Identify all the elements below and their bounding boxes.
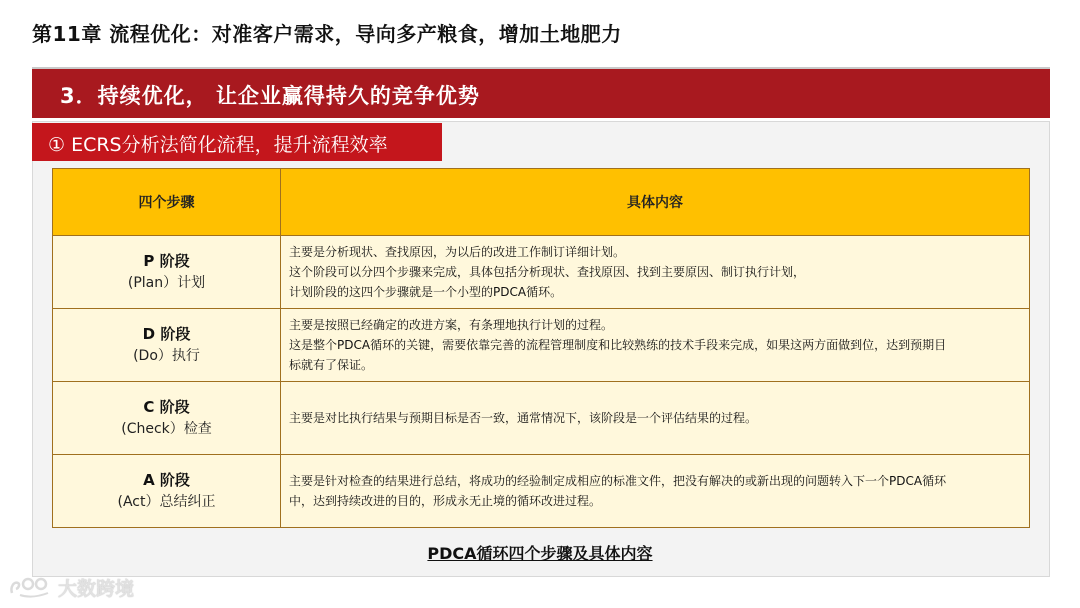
- step-name: D 阶段: [142, 325, 191, 343]
- logo-icon: [8, 575, 54, 599]
- watermark-text: 大数跨境: [58, 577, 135, 600]
- watermark: [8, 573, 134, 601]
- subsection-tab: [32, 123, 442, 161]
- step-cell: [53, 382, 281, 455]
- step-cell: [53, 236, 281, 309]
- table-row: [53, 455, 1030, 528]
- table-row: [53, 382, 1030, 455]
- content-line: 主要是按照已经确定的改进方案，有条理地执行计划的过程。: [289, 318, 614, 332]
- table-caption-wrap: [0, 541, 1080, 564]
- section-banner: [32, 67, 1050, 118]
- table-header-row: [53, 169, 1030, 236]
- step-cell: [53, 455, 281, 528]
- step-subtitle: (Plan）计划: [127, 275, 206, 291]
- content-cell: [281, 382, 1030, 455]
- content-line: 这是整个PDCA循环的关键，需要依靠完善的流程管理制度和比较熟练的技术手段来完成，如果这两方面做到位，达到预期目: [289, 338, 947, 352]
- content-line: 主要是针对检查的结果进行总结，将成功的经验制定成相应的标准文件，把没有解决的或新出现的问题转入下一个PDCA循环: [289, 474, 947, 488]
- step-cell: [53, 309, 281, 382]
- content-line: 主要是分析现状、查找原因，为以后的改进工作制订详细计划。: [289, 245, 626, 259]
- step-name: A 阶段: [143, 471, 190, 489]
- content-line: 这个阶段可以分四个步骤来完成，具体包括分析现状、查找原因、找到主要原因、制订执行计划，: [289, 265, 806, 279]
- table-header-content: 具体内容: [281, 169, 1030, 236]
- table-row: [53, 236, 1030, 309]
- content-line: 中，达到持续改进的目的，形成永无止境的循环改进过程。: [289, 494, 602, 508]
- step-name: P 阶段: [143, 252, 190, 270]
- subsection-title: ① ECRS分析法简化流程，提升流程效率: [48, 134, 388, 156]
- step-subtitle: (Do）执行: [133, 348, 200, 364]
- pdca-table: [52, 168, 1030, 528]
- step-subtitle: (Check）检查: [121, 421, 212, 437]
- content-cell: [281, 455, 1030, 528]
- chapter-title: 第11章 流程优化：对准客户需求，导向多产粮食，增加土地肥力: [32, 22, 622, 46]
- table-caption: PDCA循环四个步骤及具体内容: [427, 544, 653, 563]
- content-line: 标就有了保证。: [289, 358, 374, 372]
- content-line: 主要是对比执行结果与预期目标是否一致，通常情况下，该阶段是一个评估结果的过程。: [289, 411, 758, 425]
- section-title: 3．持续优化， 让企业赢得持久的竞争优势: [60, 84, 480, 108]
- step-subtitle: (Act）总结纠正: [117, 494, 216, 510]
- table-row: [53, 309, 1030, 382]
- step-name: C 阶段: [143, 398, 190, 416]
- content-cell: [281, 309, 1030, 382]
- table-header-steps: 四个步骤: [53, 169, 281, 236]
- content-line: 计划阶段的这四个步骤就是一个小型的PDCA循环。: [289, 285, 563, 299]
- content-cell: [281, 236, 1030, 309]
